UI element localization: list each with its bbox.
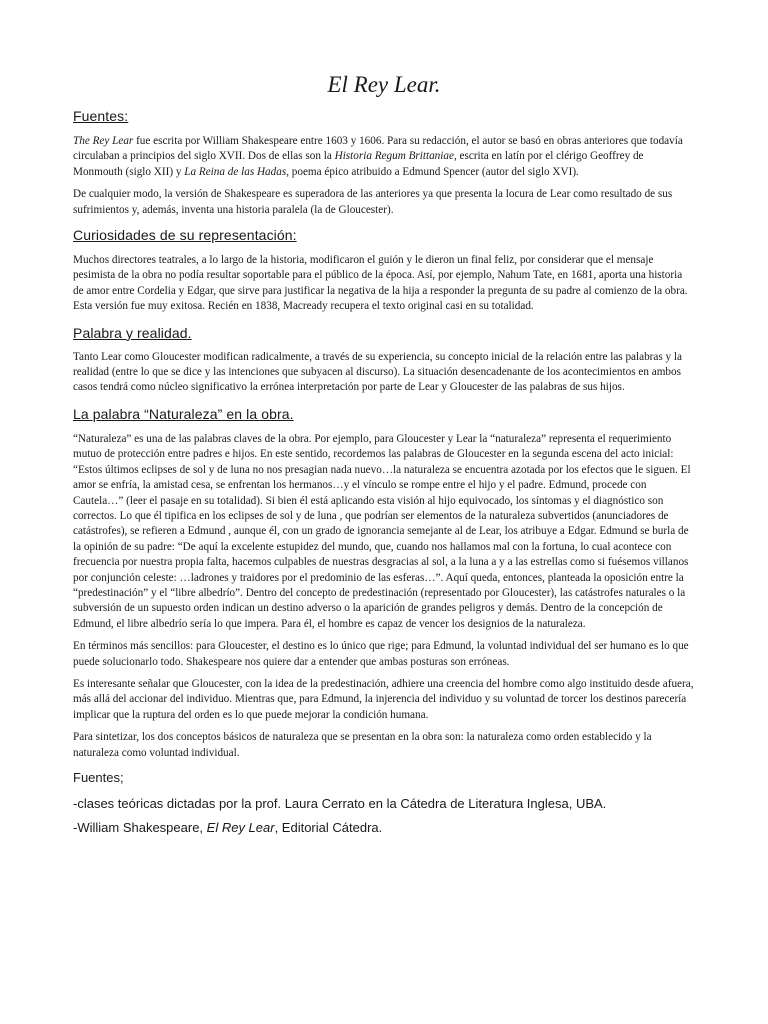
italic-title: El Rey Lear [206, 820, 275, 835]
document-title: El Rey Lear. [327, 72, 441, 97]
italic-title: Historia Regum Brittaniae [334, 150, 454, 163]
paragraph-naturaleza-2: En términos más sencillos: para Gloucester, el destino es lo único que rige; para Edmund, la voluntad individual del ser humano es lo que puede solucionarlo todo. Shakespeare nos quiere dar a entender que ambas posturas son erróneas. [73, 640, 689, 668]
source-item-2 [73, 819, 695, 837]
section-heading-curiosidades: Curiosidades de su representación: [73, 227, 297, 244]
text-span: fue escrita por William Shakespeare entre 1603 y 1606. Para su redacción, el autor se basó en obras anteriores que todavía circulaban a principios del siglo XVII. Dos de ellas son la [73, 135, 683, 163]
paragraph-naturaleza-4: Para sintetizar, los dos conceptos básicos de naturaleza que se presentan en la obra son: la naturaleza como orden establecido y la naturaleza como voluntad individual. [73, 731, 652, 759]
italic-title: The Rey Lear [73, 135, 134, 147]
paragraph-naturaleza-3: Es interesante señalar que Gloucester, con la idea de la predestinación, adhiere una creencia del hombre como algo instituido desde afuera, más allá del accionar del individuo. Mientras que, para Edmund, la injerencia del individuo y su voluntad de torcer los destinos parecería implicar que la ruptura del orden es lo que puede mejorar la condición humana. [73, 677, 694, 721]
paragraph-palabra-1: Tanto Lear como Gloucester modifican radicalmente, a través de su experiencia, su concepto inicial de la relación entre las palabras y la realidad (entre lo que se dice y las intenciones que subyacen al discurso). La situación desencadenante de los acontecimientos en ambos casos tendrá como núcleo significativo la errónea interpretación por parte de Lear y Gloucester de las palabras de sus hijos. [73, 350, 682, 394]
paragraph-curiosidades-1: Muchos directores teatrales, a lo largo de la historia, modificaron el guión y le dieron un final feliz, por considerar que el mensaje pesimista de la obra no podía resultar soportable para el público de la época. Así, por ejemplo, Nahum Tate, en 1681, aporta una historia de amor entre Cordelia y Edgar, que sirve para justificar la negativa de la hija a responder la pregunta de su padre al comienzo de la obra. Esta versión fue muy exitosa. Recién en 1838, Macready recupera el texto original casi en su totalidad. [73, 254, 688, 313]
text-span: , escrita en latín por el clérigo Geoffrey de Monmouth (siglo XII) y [73, 150, 644, 178]
paragraph-fuentes-2: De cualquier modo, la versión de Shakespeare es superadora de las anteriores ya que presenta la locura de Lear como resultado de sus sufrimientos y, además, inventa una historia paralela (la de Gloucester). [73, 188, 673, 216]
text-span: , Editorial Cátedra. [274, 820, 383, 835]
sources-heading: Fuentes; [73, 770, 124, 785]
paragraph-naturaleza-1: “Naturaleza” es una de las palabras claves de la obra. Por ejemplo, para Gloucester y Lear la “naturaleza” representa el requerimiento mutuo de protección entre padres e hijos. En este sentido, recordemos las palabras de Gloucester en la segunda escena del acto inicial: “Estos últimos eclipses de sol y de luna no nos presagian nada nuevo…la naturaleza se encuentra azotada por los efectos que le siguen. El amor se enfría, la amistad cesa, se enfrentan los hermanos…y el vínculo se rompe entre el hijo y el padre. Edmund, procede con Cautela…” (leer el pasaje en su totalidad). Si bien él está aplicando esta visión al hijo equivocado, los síntomas y el diagnóstico son correctos. Lo que él tipifica en los eclipses de sol y de luna , que podrían ser elementos de la naturaleza subvertidos (anunciadores de catástrofes), se refieren a Edmund , aunque él, con un grado de ignorancia semejante al de Lear, los atribuye a Edgar. Edmund se burla de la opinión de su padre: “De aquí la excelente estupidez del mundo, que, cuando nos hallamos mal con la fortuna, lo cual acontece con frecuencia por nuestra propia falta, hacemos culpables de nuestras desgracias al sol, a la luna a y a las estrellas como si fuésemos villanos por conjunción celeste: …ladrones y traidores por el predominio de las esferas…”. Aquí queda, entonces, planteada la oposición entre la “predestinación” y el “libre albedrío”. Dentro del concepto de predestinación (representado por Gloucester), las catástrofes naturales o la subversión de un supuesto orden indican un destino adverso o la aparición de grandes peligros y demás. Dentro de la concepción de Edmund, el libre albedrío sería lo que impera. Para él, el hombre es capaz de vencer los designios de la naturaleza. [73, 432, 691, 630]
text-span: -William Shakespeare, [73, 820, 207, 835]
paragraph-fuentes-1 [73, 134, 695, 180]
section-heading-palabra: Palabra y realidad. [73, 324, 192, 341]
italic-title: La Reina de las Hadas [184, 165, 287, 178]
section-heading-naturaleza: La palabra “Naturaleza” en la obra. [73, 405, 294, 422]
section-heading-fuentes: Fuentes: [73, 108, 129, 124]
source-item-1: -clases teóricas dictadas por la prof. Laura Cerrato en la Cátedra de Literatura Inglesa, UBA. [73, 796, 607, 811]
text-span: , poema épico atribuido a Edmund Spencer (autor del siglo XVI). [286, 165, 579, 178]
